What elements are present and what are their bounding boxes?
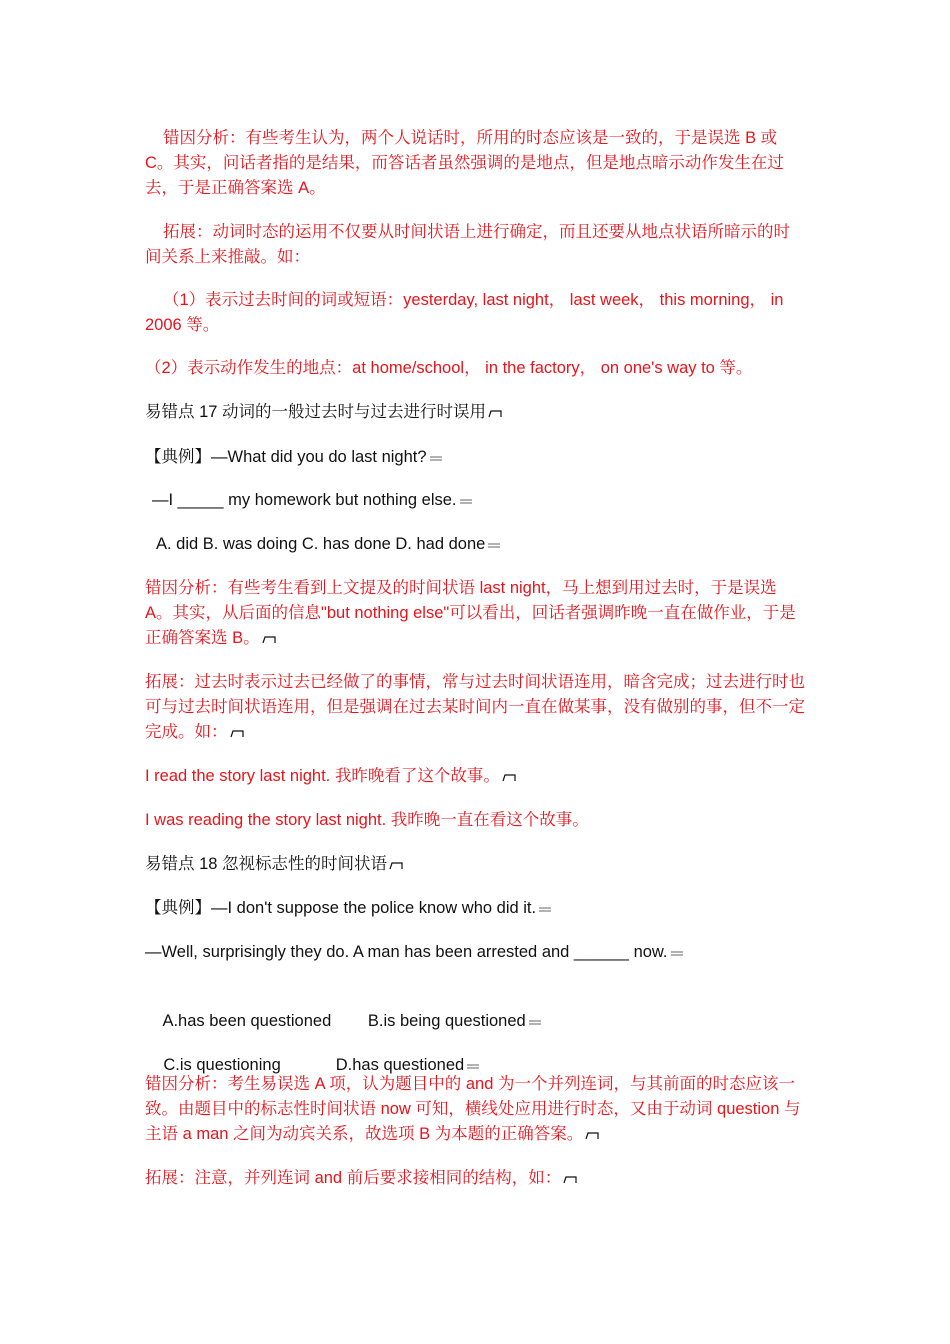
paragraph-extension-16: 拓展：动词时态的运用不仅要从时间状语上进行确定，而且还要从地点状语所暗示的时间关系上来推敲。如： [145, 223, 790, 266]
example-options-17-text: A. did B. was doing C. has done D. had done [156, 535, 486, 553]
line-break-icon [466, 1061, 480, 1071]
paragraph-error-analysis-18 [145, 1072, 805, 1147]
paragraph-error-analysis-17-text: 错因分析：有些考生看到上文提及的时间状语 last night，马上想到用过去时，于是误选 A。其实，从后面的信息"but nothing else"可以看出，回话者强调昨晚一直在做作业，于是正确答案选 B。 [145, 579, 796, 647]
paragraph-example-place-words: （2）表示动作发生的地点：at home/school， in the factory， on one's way to 等。 [145, 359, 753, 377]
paragraph-extension-17 [145, 670, 805, 745]
line-break-icon [528, 1017, 542, 1027]
heading-error-point-17-text: 易错点 17 动词的一般过去时与过去进行时误用 [145, 403, 487, 421]
example-question-18 [145, 896, 805, 921]
paragraph-mark-icon [230, 728, 244, 738]
paragraph-extension-18-text: 拓展：注意，并列连词 and 前后要求接相同的结构，如： [145, 1169, 562, 1187]
paragraph-mark-icon [502, 772, 516, 782]
example-sentence-past-progressive: I was reading the story last night. 我昨晚一直在看这个故事。 [145, 811, 589, 829]
paragraph-error-analysis-16: 错因分析：有些考生认为，两个人说话时，所用的时态应该是一致的，于是误选 B 或 C。其实，问话者指的是结果，而答话者虽然强调的是地点，但是地点暗示动作发生在过去，于是正确答案选 A。 [145, 129, 784, 197]
line-break-icon [459, 496, 473, 506]
heading-error-point-18 [145, 852, 805, 877]
heading-error-point-18-text: 易错点 18 忽视标志性的时间状语 [145, 855, 388, 873]
paragraph-mark-icon [563, 1174, 577, 1184]
example-options-18-row2-text: C.is questioning D.has questioned [163, 1056, 465, 1074]
example-options-18-row1-text: A.has been questioned B.is being questioned [162, 1012, 526, 1030]
paragraph-mark-icon [488, 408, 502, 418]
line-break-icon [670, 948, 684, 958]
example-question-17 [145, 445, 805, 470]
example-sentence-past-text: I read the story last night. 我昨晚看了这个故事。 [145, 767, 500, 785]
paragraph-extension-18 [145, 1166, 805, 1191]
example-sentence-past [145, 764, 805, 789]
example-answer-18-text: —Well, surprisingly they do. A man has been arrested and ______ now. [145, 943, 668, 961]
line-break-icon [538, 904, 552, 914]
paragraph-mark-icon [585, 1130, 599, 1140]
line-break-icon [429, 453, 443, 463]
example-answer-17 [152, 488, 812, 513]
example-answer-17-text: —I _____ my homework but nothing else. [152, 491, 457, 509]
paragraph-error-analysis-18-text: 错因分析：考生易误选 A 项，认为题目中的 and 为一个并列连词，与其前面的时态应该一致。由题目中的标志性时间状语 now 可知，横线处应用进行时态，又由于动词 question 与主语 a man 之间为动宾关系，故选项 B 为本题的正确答案。 [145, 1075, 801, 1143]
example-question-18-text: 【典例】—I don't suppose the police know who did it. [145, 899, 537, 917]
paragraph-mark-icon [262, 634, 276, 644]
example-options-17 [156, 532, 816, 557]
heading-error-point-17 [145, 400, 805, 425]
paragraph-error-analysis-17 [145, 576, 805, 651]
paragraph-example-time-words: （1）表示过去时间的词或短语：yesterday, last night， last week， this morning， in 2006 等。 [145, 291, 784, 334]
example-answer-18 [145, 940, 805, 965]
line-break-icon [487, 540, 501, 550]
paragraph-extension-17-text: 拓展：过去时表示过去已经做了的事情，常与过去时间状语连用，暗含完成；过去进行时也可与过去时间状语连用，但是强调在过去某时间内一直在做某事，没有做别的事，但不一定完成。如： [145, 673, 805, 741]
example-question-17-text: 【典例】—What did you do last night? [145, 448, 427, 466]
paragraph-mark-icon [389, 860, 403, 870]
